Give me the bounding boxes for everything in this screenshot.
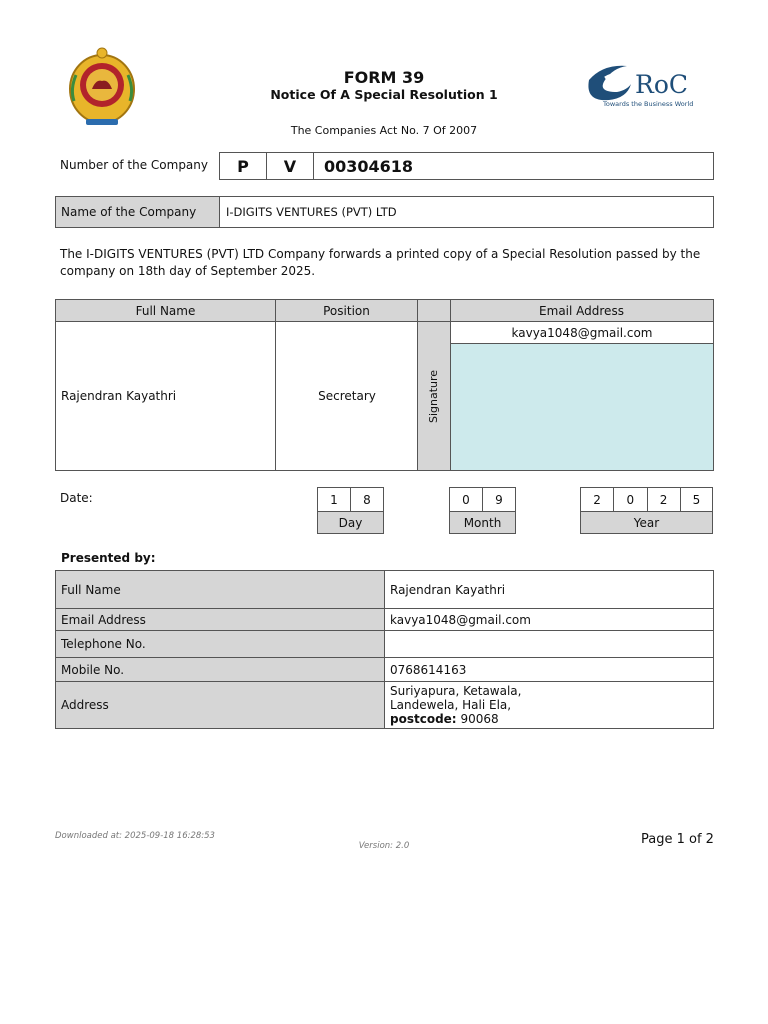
signature-label: Signature [427, 369, 441, 423]
year-digit: 2 [648, 488, 681, 511]
year-caption: Year [581, 511, 712, 533]
signature-label-wrap [418, 322, 450, 470]
resolution-paragraph: The I-DIGITS VENTURES (PVT) LTD Company forwards a printed copy of a Special Resolution passed by the company on 18th day of September 2025. [60, 247, 701, 278]
presenter-full-name-value: Rajendran Kayathri [385, 571, 714, 609]
presenter-email-label: Email Address [56, 609, 385, 631]
day-digit: 8 [363, 492, 371, 507]
download-timestamp: Downloaded at: 2025-09-18 16:28:53 [55, 831, 215, 841]
company-number-prefix-v: V [267, 153, 314, 179]
signatory-full-name: Rajendran Kayathri [61, 389, 177, 403]
signatory-table [55, 299, 714, 471]
month-digit: 9 [495, 492, 503, 507]
month-digit: 0 [450, 488, 483, 511]
companies-act: The Companies Act No. 7 Of 2007 [290, 124, 478, 137]
page-number: Page 1 of 2 [641, 832, 714, 847]
table-row [56, 658, 714, 682]
day-caption: Day [318, 511, 383, 533]
date-month [449, 487, 516, 534]
address-line: Suriyapura, Ketawala, [390, 684, 522, 698]
header-email: Email Address [450, 300, 713, 322]
form-subtitle: Notice Of A Special Resolution 1 [270, 87, 498, 102]
company-name-row [55, 196, 714, 228]
header-full-name: Full Name [56, 300, 275, 322]
company-number-value: 00304618 [324, 156, 414, 176]
table-row [56, 571, 714, 609]
table-row [56, 631, 714, 658]
presenter-telephone-value [385, 631, 714, 658]
year-digit: 5 [692, 492, 701, 507]
day-digit: 1 [318, 488, 351, 511]
eroc-logo [583, 58, 701, 110]
presenter-address-value [385, 682, 714, 729]
date-year [580, 487, 713, 534]
version-label: Version: 2.0 [358, 841, 410, 851]
header-signature-blank [418, 300, 450, 322]
presented-by-table [55, 570, 714, 729]
company-number-field [219, 152, 714, 180]
company-name-value: I-DIGITS VENTURES (PVT) LTD [226, 205, 397, 219]
table-row [56, 609, 714, 631]
postcode-value: 90068 [460, 712, 499, 726]
address-line: Landewela, Hali Ela, [390, 698, 512, 712]
company-name-label: Name of the Company [56, 197, 220, 227]
presenter-mobile-value: 0768614163 [385, 658, 714, 682]
company-number-prefix-p: P [220, 153, 267, 179]
presenter-telephone-label: Telephone No. [56, 631, 385, 658]
month-caption: Month [450, 511, 515, 533]
presenter-email-value: kavya1048@gmail.com [385, 609, 714, 631]
divider [275, 300, 276, 470]
presenter-full-name-label: Full Name [56, 571, 385, 609]
eroc-logo-tagline: Towards the Business World [603, 100, 694, 108]
postcode-label: postcode: [390, 712, 457, 726]
address-postcode-line [390, 712, 708, 726]
presenter-mobile-label: Mobile No. [56, 658, 385, 682]
signatory-email: kavya1048@gmail.com [451, 322, 713, 344]
signatory-position: Secretary [318, 389, 376, 403]
company-number-label: Number of the Company [60, 158, 208, 172]
year-digit: 0 [614, 488, 647, 511]
table-row [56, 682, 714, 729]
date-day [317, 487, 384, 534]
presenter-address-label: Address [56, 682, 385, 729]
year-digit: 2 [581, 488, 614, 511]
presented-by-title: Presented by: [61, 551, 156, 565]
date-label: Date: [60, 491, 93, 505]
signature-area[interactable] [451, 344, 713, 470]
header-position: Position [275, 300, 418, 322]
form-title: FORM 39 [343, 68, 425, 87]
eroc-logo-text: RoC [635, 70, 689, 99]
